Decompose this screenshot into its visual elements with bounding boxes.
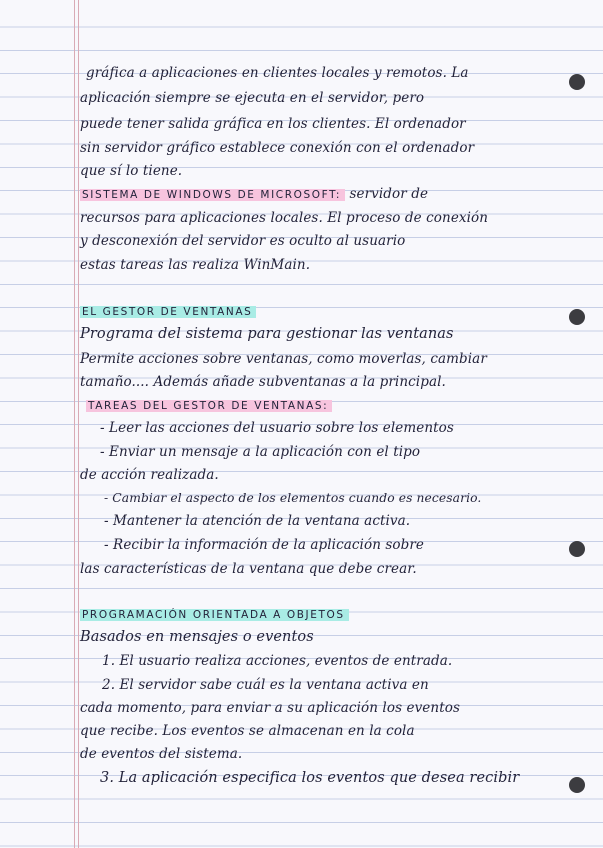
list-item: 1. El usuario realiza acciones, eventos de entrada. [102, 653, 453, 669]
text-line: gráfica a aplicaciones en clientes locales y remotos. La [86, 65, 469, 81]
list-item: 2. El servidor sabe cuál es la ventana activa en [102, 677, 429, 693]
section-heading-window-manager [80, 302, 256, 321]
list-item: - Cambiar el aspecto de los elementos cuando es necesario. [104, 491, 482, 505]
text-line: estas tareas las realiza WinMain. [80, 257, 311, 273]
text-line: las características de la ventana que debe crear. [80, 561, 417, 577]
text-line: de acción realizada. [80, 467, 219, 483]
list-item: - Enviar un mensaje a la aplicación con el tipo [100, 444, 421, 460]
tasks-heading-line [86, 396, 332, 415]
text-line: y desconexión del servidor es oculto al usuario [80, 233, 406, 249]
text-line: de eventos del sistema. [80, 746, 243, 762]
windows-system-heading: SISTEMA DE WINDOWS DE MICROSOFT: [80, 189, 345, 201]
list-item: - Leer las acciones del usuario sobre los elementos [100, 420, 454, 436]
text-line: recursos para aplicaciones locales. El proceso de conexión [80, 210, 489, 226]
margin-line [78, 0, 79, 848]
section-heading-oop [80, 605, 349, 624]
text-line: aplicación siempre se ejecuta en el servidor, pero [80, 90, 425, 106]
tasks-heading: TAREAS DEL GESTOR DE VENTANAS: [86, 400, 332, 412]
text-line: puede tener salida gráfica en los clientes. El ordenador [80, 116, 466, 132]
text-line: Programa del sistema para gestionar las ventanas [80, 326, 454, 342]
list-item: 3. La aplicación especifica los eventos que desea recibir [100, 770, 520, 786]
window-manager-heading: EL GESTOR DE VENTANAS [80, 306, 256, 318]
text-line: cada momento, para enviar a su aplicación los eventos [80, 700, 460, 716]
binder-hole [569, 541, 585, 557]
text-line: sin servidor gráfico establece conexión con el ordenador [80, 140, 475, 156]
text-line: Permite acciones sobre ventanas, como moverlas, cambiar [80, 351, 487, 367]
text-line: tamaño.... Además añade subventanas a la principal. [80, 374, 446, 390]
oop-heading: PROGRAMACIÓN ORIENTADA A OBJETOS [80, 609, 349, 621]
windows-system-text: servidor de [345, 186, 429, 202]
binder-hole [569, 309, 585, 325]
text-line: que sí lo tiene. [80, 163, 183, 179]
text-line: que recibe. Los eventos se almacenan en la cola [80, 723, 415, 739]
binder-hole [569, 777, 585, 793]
binder-hole [569, 74, 585, 90]
list-item: - Mantener la atención de la ventana activa. [104, 513, 411, 529]
windows-system-line [80, 185, 428, 204]
list-item: - Recibir la información de la aplicación sobre [104, 537, 425, 553]
text-line: Basados en mensajes o eventos [80, 629, 314, 645]
margin-line [74, 0, 75, 848]
